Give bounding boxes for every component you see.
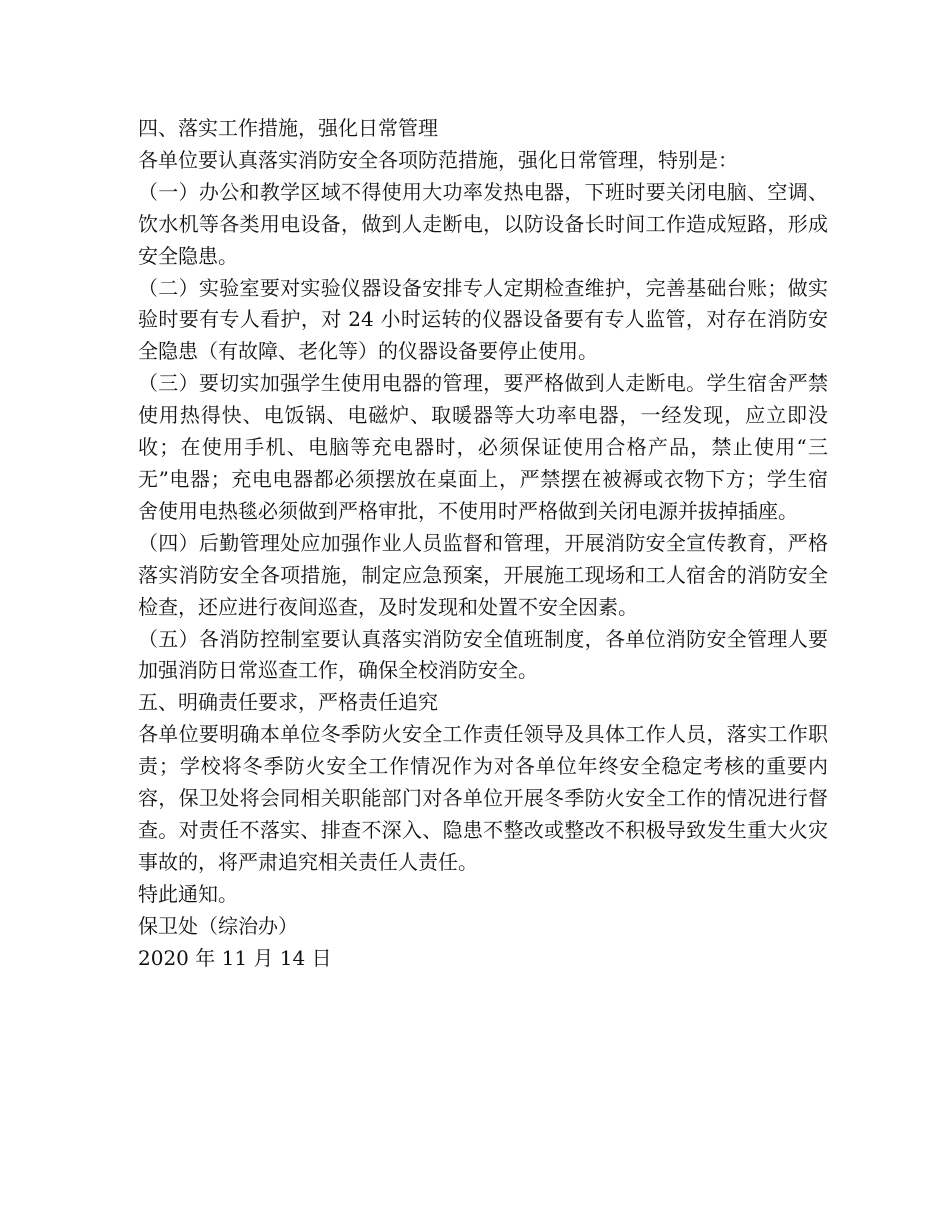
section-4-item-5: （五）各消防控制室要认真落实消防安全值班制度，各单位消防安全管理人要加强消防日常巡查工作，确保全校消防安全。 [138, 626, 828, 683]
section-5-heading: 五、明确责任要求，严格责任追究 [138, 690, 438, 715]
section-4-heading: 四、落实工作措施，强化日常管理 [138, 116, 438, 140]
section-5-body: 各单位要明确本单位冬季防火安全工作责任领导及具体工作人员，落实工作职责；学校将冬季防火安全工作情况作为对各单位年终安全稳定考核的重要内容，保卫处将会同相关职能部门对各单位开展冬季防火安全工作的情况进行督查。对责任不落实、排查不深入、隐患不整改或整改不积极导致发生重大火灾事故的，将严肃追究相关责任人责任。 [138, 722, 828, 874]
section-4-item-2: （二）实验室要对实验仪器设备安排专人定期检查维护，完善基础台账；做实验时要有专人看护，对 24 小时运转的仪器设备要有专人监管，对存在消防安全隐患（有故障、老化等）的仪器设备要停止使用。 [138, 275, 828, 364]
closing-line: 特此通知。 [138, 881, 238, 906]
section-4-item-3: （三）要切实加强学生使用电器的管理，要严格做到人走断电。学生宿舍严禁使用热得快、电饭锅、电磁炉、取暖器等大功率电器，一经发现，应立即没收；在使用手机、电脑等充电器时，必须保证使用合格产品，禁止使用“三无”电器；充电电器都必须摆放在桌面上，严禁摆在被褥或衣物下方；学生宿舍使用电热毯必须做到严格审批，不使用时严格做到关闭电源并拔掉插座。 [138, 371, 828, 523]
section-4-intro: 各单位要认真落实消防安全各项防范措施，强化日常管理，特别是： [138, 147, 738, 172]
signature-office: 保卫处（综治办） [138, 913, 298, 938]
document-body [138, 113, 828, 974]
document-date: 2020 年 11 月 14 日 [138, 945, 332, 970]
section-4-item-4: （四）后勤管理处应加强作业人员监督和管理，开展消防安全宣传教育，严格落实消防安全各项措施，制定应急预案，开展施工现场和工人宿舍的消防安全检查，还应进行夜间巡查，及时发现和处置不安全因素。 [138, 530, 828, 619]
section-4-item-1: （一）办公和教学区域不得使用大功率发热电器，下班时要关闭电脑、空调、饮水机等各类用电设备，做到人走断电，以防设备长时间工作造成短路，形成安全隐患。 [138, 179, 828, 268]
